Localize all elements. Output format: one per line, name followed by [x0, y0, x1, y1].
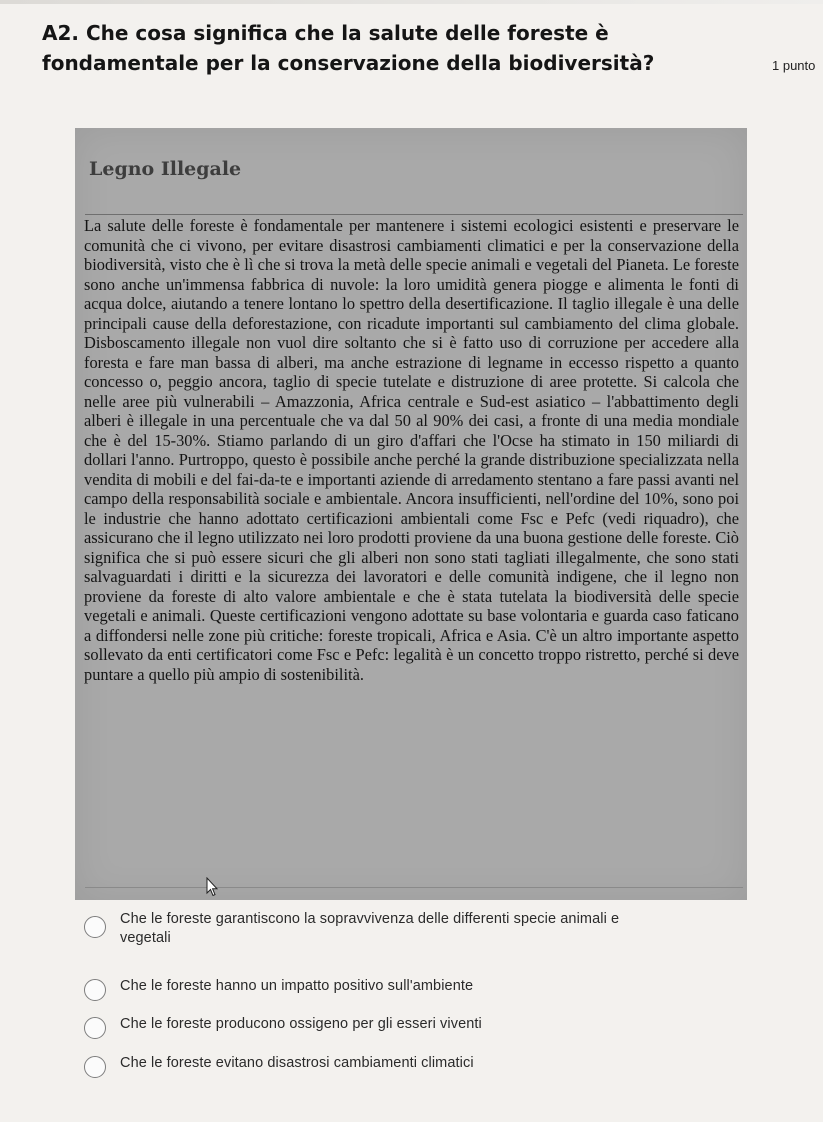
option-1[interactable]: [84, 910, 670, 948]
mouse-cursor-icon: [206, 877, 218, 897]
option-4[interactable]: [84, 1050, 670, 1078]
article-image: [75, 128, 747, 900]
points-label: 1 punto: [772, 58, 816, 73]
article-bottom-divider: [85, 887, 743, 888]
radio-button[interactable]: [84, 979, 106, 1001]
option-label: Che le foreste garantiscono la sopravvivenza delle differenti specie animali e vegetali: [120, 911, 620, 946]
article-title: Legno Illegale: [89, 158, 242, 180]
radio-button[interactable]: [84, 1056, 106, 1078]
option-2[interactable]: [84, 973, 670, 1001]
top-divider: [0, 0, 823, 4]
option-label: Che le foreste evitano disastrosi cambiamenti climatici: [120, 1055, 474, 1071]
option-label: Che le foreste hanno un impatto positivo sull'ambiente: [120, 978, 474, 994]
article-body: La salute delle foreste è fondamentale per mantenere i sistemi ecologici esistenti e preservare le comunità che ci vivono, per evitare disastrosi cambiamenti climatici e per la conservazione della biodiversità, visto che è lì che si trova la metà delle specie animali e vegetali del Pianeta. Le foreste sono anche un'immensa fabbrica di nuvole: la loro umidità genera piogge e alimenta le fonti di acqua dolce, aiutando a tenere lontano lo spettro della desertificazione. Il taglio illegale è una delle principali cause della deforestazione, con ricadute importanti sul cambiamento del clima globale. Disboscamento illegale non vuol dire soltanto che si è fatto uso di corruzione per accedere alla foresta e fare man bassa di alberi, ma anche estrazione di legname in eccesso rispetto a quanto concesso o, peggio ancora, taglio di specie tutelate e distruzione di aree protette. Si calcola che nelle aree più vulnerabili – Amazzonia, Africa centrale e Sud-est asiatico – l'abbattimento degli alberi è illegale in una percentuale che va dal 50 al 90% dei casi, a fronte di una media mondiale che è del 15-30%. Stiamo parlando di un giro d'affari che l'Ocse ha stimato in 150 miliardi di dollari l'anno. Purtroppo, questo è possibile anche perché la grande distribuzione specializzata nella vendita di mobili e del fai-da-te e importanti aziende di arredamento stentano a fare passi avanti nel campo della responsabilità sociale e ambientale. Ancora insufficienti, nell'ordine del 10%, sono poi le industrie che hanno adottato certificazioni ambientali come Fsc e Pefc (vedi riquadro), che assicurano che il legno utilizzato nei loro prodotti proviene da una buona gestione delle foreste. Ciò significa che si può essere sicuri che gli alberi non sono stati tagliati illegalmente, che sono stati salvaguardati i diritti e la sicurezza dei lavoratori e delle comunità indigene, che il legno non proviene da foreste di alto valore ambientale e che è stata tutelata la biodiversità delle specie vegetali e animali. Queste certificazioni vengono adottate su base volontaria e guarda caso faticano a diffondersi nelle zone più critiche: foreste tropicali, Africa e Asia. C'è un altro importante aspetto sollevato da enti certificatori come Fsc e Pefc: legalità è un concetto troppo ristretto, perché si deve puntare a quello più ampio di sostenibilità.: [84, 216, 739, 684]
question-text: A2. Che cosa significa che la salute delle foreste è fondamentale per la conservazione della biodiversità?: [42, 21, 655, 75]
option-label: Che le foreste producono ossigeno per gli esseri viventi: [120, 1016, 482, 1032]
radio-button[interactable]: [84, 916, 106, 938]
option-3[interactable]: [84, 1011, 670, 1039]
radio-button[interactable]: [84, 1017, 106, 1039]
article-title-divider: [85, 214, 743, 215]
